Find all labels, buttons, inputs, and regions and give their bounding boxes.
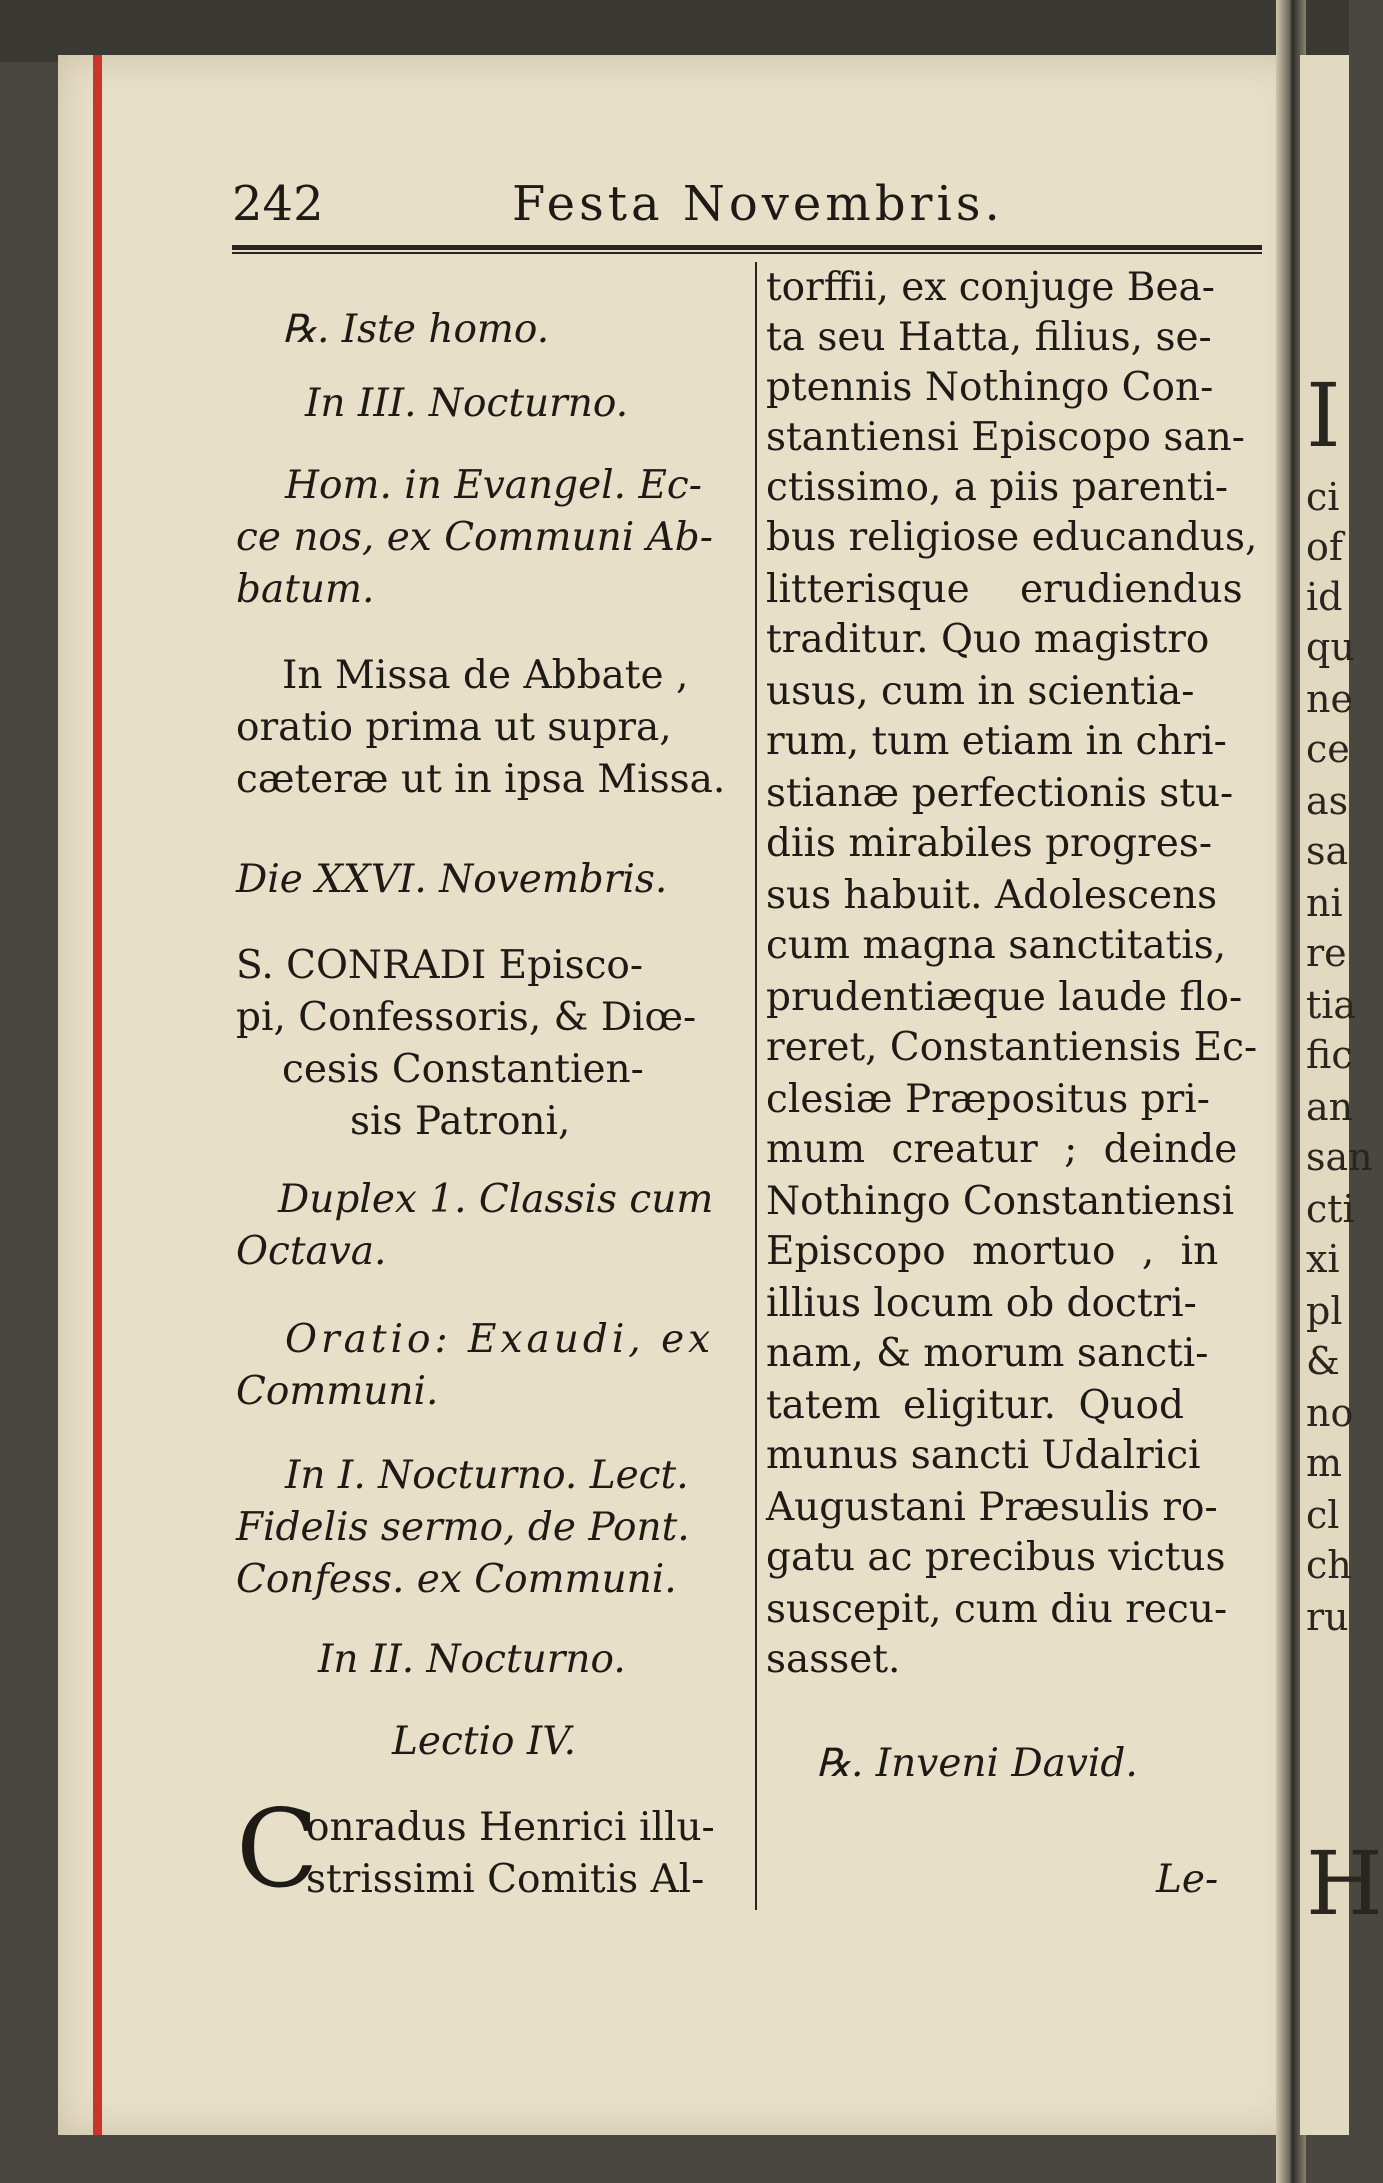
header-rule bbox=[232, 245, 1262, 250]
text-line: Hom. in Evangel. Ec- bbox=[285, 463, 702, 508]
facing-fragment: ru bbox=[1306, 1595, 1349, 1639]
column-divider bbox=[755, 262, 757, 1910]
text-line: diis mirabiles progres- bbox=[766, 821, 1213, 866]
facing-fragment: I bbox=[1306, 364, 1341, 467]
text-line: suscepit, cum diu recu- bbox=[766, 1587, 1228, 1632]
text-line: litterisque erudiendus bbox=[766, 567, 1243, 612]
facing-fragment: ne bbox=[1306, 677, 1353, 721]
text-line: batum. bbox=[236, 567, 375, 612]
feast-title: cesis Constantien- bbox=[282, 1047, 644, 1092]
text-line: usus, cum in scientia- bbox=[766, 669, 1195, 714]
header-rule-thin bbox=[232, 252, 1262, 254]
facing-fragment: m bbox=[1306, 1441, 1343, 1485]
text-line: traditur. Quo magistro bbox=[766, 617, 1210, 662]
page-number: 242 bbox=[232, 176, 324, 232]
text-line: sus habuit. Adolescens bbox=[766, 873, 1218, 918]
facing-fragment: xi bbox=[1306, 1237, 1340, 1281]
facing-fragment: ni bbox=[1306, 881, 1343, 925]
facing-fragment: an bbox=[1306, 1085, 1354, 1129]
text-line: mum creatur ; deinde bbox=[766, 1127, 1238, 1172]
text-line: bus religiose educandus, bbox=[766, 515, 1258, 560]
facing-fragment: san bbox=[1306, 1135, 1373, 1179]
nocturn-heading: In I. Nocturno. Lect. bbox=[285, 1453, 689, 1498]
text-line: tatem eligitur. Quod bbox=[766, 1383, 1184, 1428]
text-line: munus sancti Udalrici bbox=[766, 1433, 1201, 1478]
facing-fragment: ch bbox=[1306, 1543, 1352, 1587]
facing-fragment: re bbox=[1306, 931, 1347, 975]
text-line: gatu ac precibus victus bbox=[766, 1535, 1226, 1580]
responsory-line: ℞. Iste homo. bbox=[282, 307, 550, 352]
running-title: Festa Novembris. bbox=[512, 176, 1004, 232]
drop-cap: C bbox=[236, 1787, 319, 1912]
oratio-line: Oratio: Exaudi, ex bbox=[285, 1317, 715, 1362]
text-line: illius locum ob doctri- bbox=[766, 1281, 1197, 1326]
text-line: oratio prima ut supra, bbox=[236, 705, 672, 750]
text-line: stianæ perfectionis stu- bbox=[766, 771, 1234, 816]
facing-fragment: cti bbox=[1306, 1187, 1355, 1231]
facing-fragment: cl bbox=[1306, 1493, 1340, 1537]
text-line: ctissimo, a piis parenti- bbox=[766, 465, 1229, 510]
text-line: In Missa de Abbate , bbox=[282, 653, 689, 698]
text-line: Augustani Præsulis ro- bbox=[766, 1485, 1218, 1530]
facing-fragment: & bbox=[1306, 1339, 1340, 1383]
catchword: Le- bbox=[1156, 1857, 1219, 1902]
scan-background bbox=[0, 0, 1349, 62]
feast-title: S. CONRADI Episco- bbox=[236, 943, 644, 988]
text-line: Fidelis sermo, de Pont. bbox=[236, 1505, 690, 1550]
text-line: ce nos, ex Communi Ab- bbox=[236, 515, 713, 560]
text-line: torffii, ex conjuge Bea- bbox=[766, 265, 1215, 310]
facing-fragment: as bbox=[1306, 779, 1349, 823]
facing-fragment: ce bbox=[1306, 727, 1350, 771]
text-line: sasset. bbox=[766, 1637, 901, 1682]
date-heading: Die XXVI. Novembris. bbox=[236, 857, 668, 902]
text-line: cum magna sanctitatis, bbox=[766, 923, 1227, 968]
responsory-line: ℞. Inveni David. bbox=[816, 1741, 1138, 1786]
nocturn-heading: In II. Nocturno. bbox=[318, 1637, 626, 1682]
facing-fragment: pl bbox=[1306, 1289, 1343, 1333]
text-line: prudentiæque laude flo- bbox=[766, 975, 1243, 1020]
text-line: rum, tum etiam in chri- bbox=[766, 719, 1227, 764]
text-line: ptennis Nothingo Con- bbox=[766, 365, 1214, 410]
text-line: Nothingo Constantiensi bbox=[766, 1179, 1235, 1224]
facing-fragment: fic bbox=[1306, 1033, 1353, 1077]
facing-fragment: of bbox=[1306, 525, 1343, 569]
rank-line: Octava. bbox=[236, 1229, 387, 1274]
text-line: nam, & morum sancti- bbox=[766, 1331, 1209, 1376]
facing-fragment: qu bbox=[1306, 625, 1355, 669]
feast-title: pi, Confessoris, & Diœ- bbox=[236, 995, 697, 1040]
facing-fragment: no bbox=[1306, 1391, 1354, 1435]
text-line: ta seu Hatta, filius, se- bbox=[766, 315, 1212, 360]
feast-title: sis Patroni, bbox=[350, 1099, 571, 1144]
text-line: stantiensi Episcopo san- bbox=[766, 415, 1245, 460]
facing-fragment: ci bbox=[1306, 475, 1340, 519]
text-line: onradus Henrici illu- bbox=[306, 1805, 715, 1850]
rank-line: Duplex 1. Classis cum bbox=[278, 1177, 714, 1222]
text-line: Episcopo mortuo , in bbox=[766, 1229, 1219, 1274]
red-page-edge bbox=[93, 55, 102, 2135]
text-line: Confess. ex Communi. bbox=[236, 1557, 677, 1602]
facing-fragment: H bbox=[1306, 1832, 1383, 1935]
facing-fragment: tia bbox=[1306, 983, 1357, 1027]
text-line: clesiæ Præpositus pri- bbox=[766, 1077, 1210, 1122]
text-line: cæteræ ut in ipsa Missa. bbox=[236, 757, 726, 802]
oratio-line: Communi. bbox=[236, 1369, 439, 1414]
nocturn-heading: In III. Nocturno. bbox=[305, 381, 629, 426]
facing-fragment: id bbox=[1306, 575, 1343, 619]
facing-fragment: sa bbox=[1306, 829, 1349, 873]
text-line: reret, Constantiensis Ec- bbox=[766, 1025, 1258, 1070]
lectio-heading: Lectio IV. bbox=[392, 1719, 576, 1764]
text-line: strissimi Comitis Al- bbox=[306, 1857, 705, 1902]
